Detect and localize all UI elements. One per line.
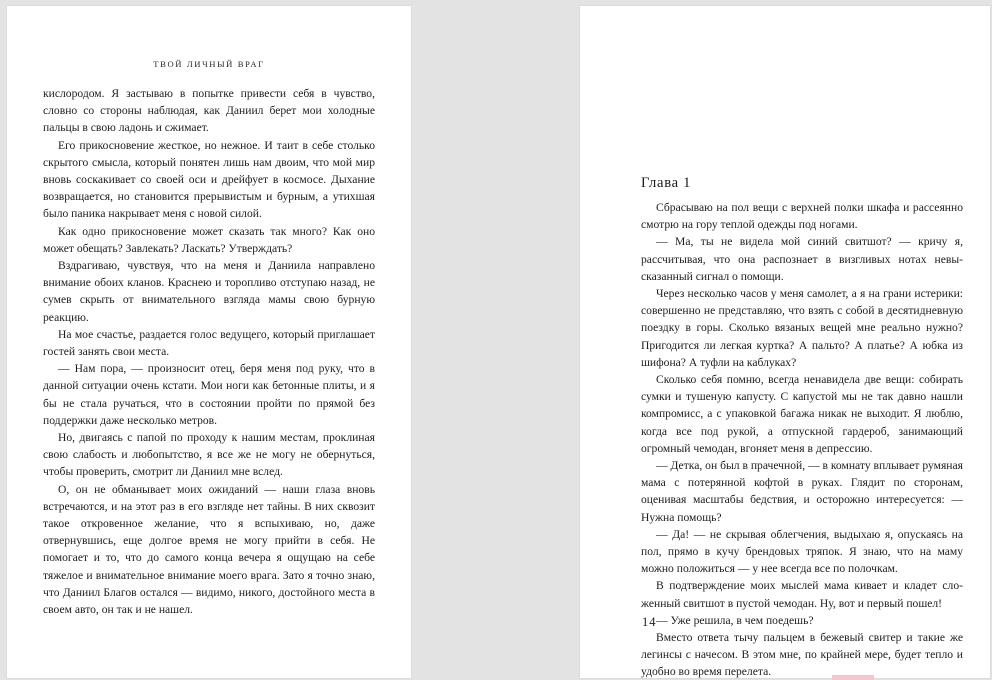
paragraph: — Уже решила, в чем поедешь?: [656, 613, 814, 627]
paragraph: — Детка, он был в прачечной, — в комнату вплывает румяная мама с потерянной кофтой в руках. Глядит по сторонам, оценивая масштабы бедствия, и осторожно интересуется: — Нужна помощь?: [641, 459, 963, 524]
paragraph: В подтверждение моих мыслей мама кивает и кладет сложенный свитшот в пустой чемодан. Ну, вот и первый пошел!: [641, 579, 963, 610]
page-edge-marker: [832, 675, 874, 680]
left-page-text: [43, 85, 375, 618]
paragraph: На мое счастье, раздается голос ведущего, который приглашает гостей занять свои места.: [43, 327, 375, 359]
right-page: [580, 6, 990, 678]
paragraph: Сбрасываю на пол вещи с верхней полки шкафа и рассеянно смотрю на гору теплой одежды под ногами.: [641, 201, 963, 232]
right-page-text: [641, 199, 963, 678]
paragraph: Сколько себя помню, всегда ненавидела две вещи: собирать сумки и тушеную капусту. С капустой мы не так давно нашли компромисс, а с упаковкой багажа никак не выходит. Я люблю, когда все под рукой, а отпускной гардероб, занимающий огромный чемодан, вгоняет меня в депрессию.: [641, 373, 963, 455]
paragraph: Вздрагиваю, чувствуя, что на меня и Даниила направлено внимание обоих кланов. Краснею и торопливо отступаю назад, не сумев скрыть от внимательного взгляда мамы свою бурную реакцию.: [43, 259, 375, 324]
book-gutter: [411, 0, 580, 680]
chapter-title: Глава 1: [641, 175, 692, 191]
running-head: ТВОЙ ЛИЧНЫЙ ВРАГ: [153, 59, 265, 69]
paragraph: Через несколько часов у меня самолет, а я на грани истерики: совершенно не представляю, что взять с собой в десятидневную поездку в горы. Сколько вязаных вещей мне реально нужно? Пригодится ли легкая куртка? А пальто? А платье? А юбка из шифона? А туфли на каблуках?: [641, 287, 963, 369]
paragraph: Его прикосновение жесткое, но нежное. И таит в себе столько скрытого смысла, который понятен лишь нам двоим, что мой мир вновь соскакивает со своей оси и дрейфует в космосе. Дыхание возвращается, но становится прерывистым и бурным, а утихшая было паника накрывает меня с новой силой.: [43, 138, 375, 221]
paragraph: Вместо ответа тычу пальцем в бежевый свитер и такие же легинсы с начесом. В этом мне, по крайней мере, будет тепло и удобно во время перелета.: [641, 631, 963, 678]
paragraph: — Нам пора, — произносит отец, беря меня под руку, что в данной ситуации очень кстати. Мои ноги как бетонные плиты, и я бы не стала ручаться, что в состоянии пройти по прямой без поддержки даже несколько метров.: [43, 362, 375, 427]
paragraph: Как одно прикосновение может сказать так много? Как оно может обещать? Завлекать? Ласкать? Утверждать?: [43, 224, 375, 255]
page-number: 14: [642, 615, 657, 629]
paragraph: — Ма, ты не видела мой синий свитшот? — кричу я, рассчитывая, что она распознает в визгливых нотах невысказанный сигнал о помощи.: [641, 235, 963, 283]
paragraph: кислородом. Я застываю в попытке привести себя в чувство, словно со стороны наблюдая, как Даниил берет мои холодные пальцы в свою ладонь и сжимает.: [43, 87, 375, 135]
paragraph: — Да! — не скрывая облегчения, выдыхаю я, опускаясь на пол, прямо в кучу брендовых тряпок. Я знаю, что на маму можно положиться — у нее всегда все по полочкам.: [641, 527, 963, 576]
paragraph: О, он не обманывает моих ожиданий — наши глаза вновь встречаются, и на этот раз в его взгляде нет тайны. В них сквозит такое откровенное желание, что я вспыхиваю, но, даже отвернувшись, еще долгое время не могу прийти в себя. Не помогает и то, что до самого конца вечера я ощущаю на себе тяжелое и внимательное внимание моего врага. Зато я точно знаю, что Даниил Благов остался — видимо, никого, достойного места в своем авто, он так и не нашел.: [43, 482, 375, 617]
left-page: [7, 6, 411, 678]
paragraph: Но, двигаясь с папой по проходу к нашим местам, проклиная свою слабость и любопытство, я все же не могу не обернуться, чтобы проверить, смотрит ли Даниил мне вслед.: [43, 431, 375, 479]
